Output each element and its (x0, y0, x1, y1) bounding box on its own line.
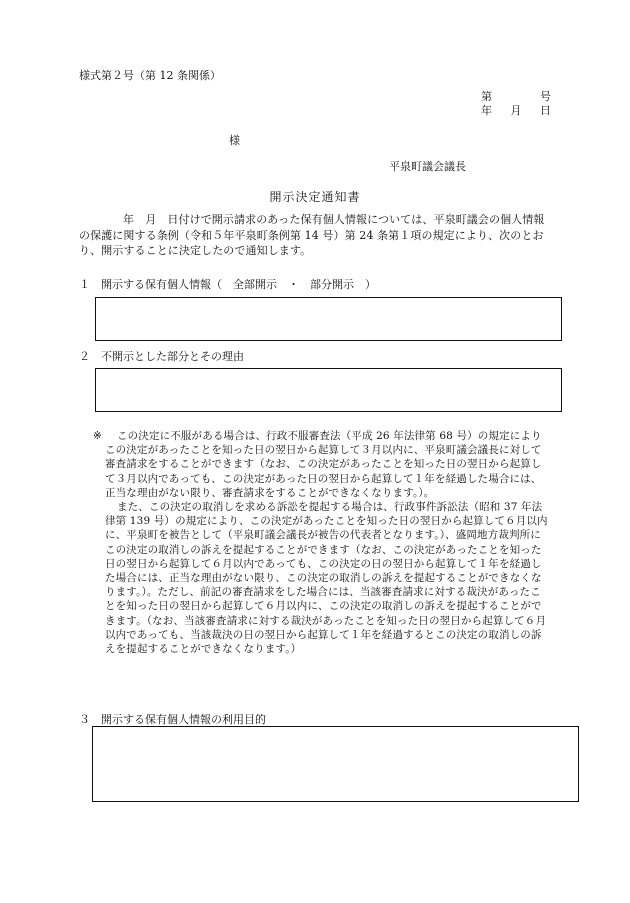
section-3-heading: ３ 開示する保有個人情報の利用目的 (79, 713, 266, 726)
date-year: 年 (481, 104, 492, 117)
section-2-field[interactable] (95, 368, 562, 412)
form-number: 様式第２号（第 12 条関係） (79, 69, 221, 82)
addressee-suffix: 様 (229, 134, 240, 147)
appeal-notice (93, 429, 551, 656)
notice-paragraph-1: この決定に不服がある場合は、行政不服審査法（平成 26 年法律第 68 号）の規定によりこの決定があったことを知った日の翌日から起算して３月以内に、平泉町議会議長に対して審査請求をすることができます（なお、この決定があったことを知った日の翌日から起算して３月以内であっても、この決定があった日の翌日から起算して１年を経過した場合には、正当な理由がない限り、審査請求をすることができなくなります。）。 (105, 430, 542, 499)
doc-no-prefix: 第 (481, 90, 492, 103)
document-date (481, 102, 551, 118)
notice-paragraph-2: また、この決定の取消しを求める訴訟を提起する場合は、行政事件訴訟法（昭和 37 年法律第 139 号）の規定により、この決定があったことを知った日の翌日から起算して６月以内に、平泉町を被告として（平泉町議会議長が被告の代表者となります。）、盛岡地方裁判所にこの決定の取消しの訴えを提起することができます（なお、この決定があったことを知った日の翌日から起算して６月以内であっても、この決定の日の翌日から起算して１年を経過した場合には、正当な理由がない限り、この決定の取消しの訴えを提起することができなくなります。）。ただし、前記の審査請求をした場合には、当該審査請求に対する裁決があったことを知った日の翌日から起算して６月以内に、この決定の取消しの訴えを提起することができます。（なお、当該審査請求に対する裁決があったことを知った日の翌日から起算して６月以内であっても、当該裁決の日の翌日から起算して１年を経過するとこの決定の取消しの訴えを提起することができなくなります。） (105, 501, 548, 656)
document-title: 開示決定通知書 (269, 190, 361, 204)
section-1-heading: １ 開示する保有個人情報（ 全部開示 ・ 部分開示 ） (79, 278, 376, 291)
section-2-heading: ２ 不開示とした部分とその理由 (79, 350, 244, 363)
section-3-field[interactable] (92, 726, 579, 802)
sender-name: 平泉町議会議長 (389, 160, 466, 173)
date-day: 日 (540, 104, 551, 117)
note-mark: ※ (93, 430, 102, 442)
date-month: 月 (510, 104, 522, 117)
doc-no-suffix: 号 (540, 90, 551, 103)
intro-paragraph: 年 月 日付けで開示請求のあった保有個人情報については、平泉町議会の個人情報の保護に関する条例（令和５年平泉町条例第 14 号）第 24 条第１項の規定により、次のとおり、開示することに決定したので通知します。 (79, 213, 545, 257)
section-1-field[interactable] (95, 297, 562, 341)
